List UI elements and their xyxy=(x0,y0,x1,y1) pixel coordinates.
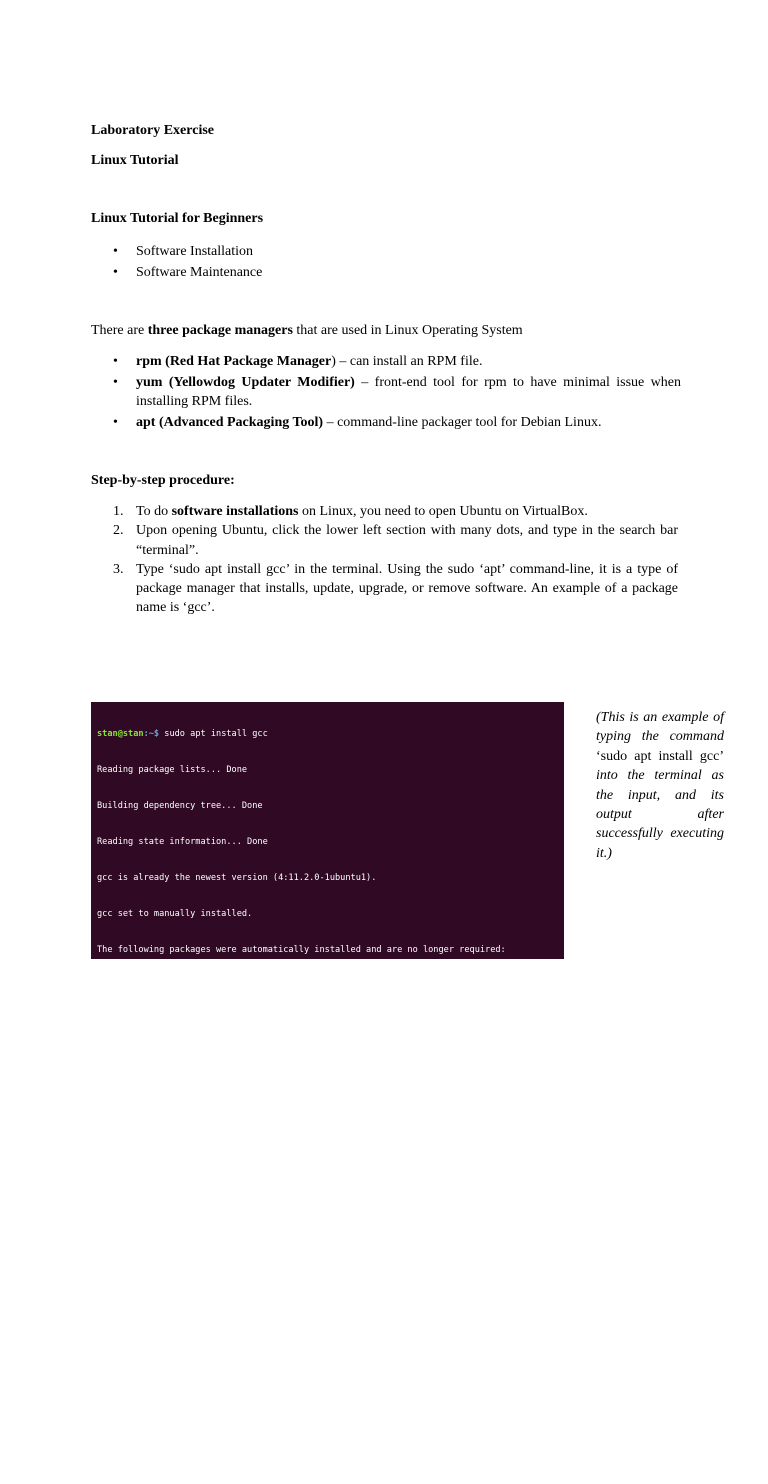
terminal-output-line: chromium-codecs-ffmpeg-extra gstreamer1.0-vaapi i965-va-driver xyxy=(97,981,429,991)
procedure-steps xyxy=(91,502,678,618)
step-bold-text: software installations xyxy=(171,504,299,519)
package-managers-list xyxy=(91,352,681,434)
terminal-output-line: The following packages were automatically installed and are no longer required: xyxy=(97,945,506,955)
step-text: Type ‘sudo apt install gcc’ in the terminal. Using the sudo ‘apt’ command-line, it is a type of package manager that installs, update, upgrade, or remove software. An example of a package name is ‘gcc’. xyxy=(136,561,678,616)
intro-text-end: that are used in Linux Operating System xyxy=(292,323,523,338)
terminal-output-line: Use 'sudo apt autoremove' to remove them. xyxy=(97,1413,310,1423)
intro-paragraph xyxy=(91,322,523,340)
terminal-screenshot xyxy=(91,702,564,1459)
terminal-output-line: Building dependency tree... Done xyxy=(97,801,263,811)
caption-text-end: into the terminal as the input, and its output after successfully executing it.) xyxy=(596,768,724,861)
list-item: • Software Maintenance xyxy=(91,263,681,282)
terminal-output-line: libva-drm2 libva-wayland2 libva-x11-2 libva2 libvdpau1 libvidstab1.1 xyxy=(97,1269,460,1279)
manager-desc: – command-line packager tool for Debian Linux. xyxy=(323,415,602,430)
intro-text: There are xyxy=(91,323,148,338)
terminal-output-line: Reading package lists... Done xyxy=(97,765,248,775)
caption-text: (This is an example of typing the command xyxy=(596,710,724,745)
terminal-output-line: libgstreamer-plugins-bad1.0-0 libigdgmm12 liblilv-0-0 libmfx1 libmysofa1 xyxy=(97,1125,480,1135)
terminal-prompt-line xyxy=(97,728,558,740)
terminal-output-line: gcc is already the newest version (4:11.2.0-1ubuntu1). xyxy=(97,873,377,883)
terminal-output-line: mesa-va-drivers mesa-vdpau-drivers pocketsphinx-en-us va-driver-all xyxy=(97,1341,454,1351)
section-heading: Linux Tutorial for Beginners xyxy=(91,211,264,226)
intro-bold-text: three package managers xyxy=(147,323,293,338)
list-item xyxy=(91,352,681,371)
terminal-output-line: gcc set to manually installed. xyxy=(97,909,253,919)
document-subtitle: Linux Tutorial xyxy=(91,153,179,168)
document-title: Laboratory Exercise xyxy=(91,123,214,138)
terminal-output-line: libsrt1.4-gnutls libssh-gcrypt-4 libswresample3 libswscale5 libudfread0 xyxy=(97,1233,475,1243)
step-number: 2. xyxy=(113,523,124,539)
terminal-output-line: vdpau-driver-all xyxy=(97,1377,191,1387)
terminal-output-line: 0 upgraded, 0 newly installed, 0 to remove and 1 not upgraded. xyxy=(97,1449,418,1459)
list-item xyxy=(91,413,681,432)
step-text: To do xyxy=(136,504,172,519)
terminal-output-line: libavutil56 libbdplus0 libblas3 libbluray2 libbs2b0 libchromaprint1 xyxy=(97,1053,454,1063)
step-text: Upon opening Ubuntu, click the lower left section with many dots, and type in the search bar “terminal”. xyxy=(136,523,678,558)
manager-desc: ) – can install an RPM file. xyxy=(331,354,483,369)
terminal-output-line: intel-media-va-driver libaacs0 libaom3 libass9 libavcodec58 libavformat58 xyxy=(97,1017,486,1027)
terminal-output-line: libcodec2-1.0 libdav1d5 libflite1 libgme0 libgsm1 xyxy=(97,1089,361,1099)
procedure-heading: Step-by-step procedure: xyxy=(91,473,235,488)
step-item xyxy=(91,502,678,521)
manager-desc: – front-end tool for rpm to have minimal issue when installing RPM files. xyxy=(136,375,681,409)
step-number: 3. xyxy=(113,561,124,577)
step-item xyxy=(91,521,678,560)
terminal-prompt-path: :~$ xyxy=(143,729,160,739)
terminal-output-line: libnorm1 libopenmpt0 libpgm-5.3-0 libpostproc55 librabbitmq4 librubberband2 xyxy=(97,1161,496,1171)
terminal-output-line: Reading state information... Done xyxy=(97,837,268,847)
manager-name: yum (Yellowdog Updater Modifier) xyxy=(136,375,355,390)
step-text-end: on Linux, you need to open Ubuntu on VirtualBox. xyxy=(298,504,588,519)
terminal-output-line: libx265-199 libxvidcore4 libzimg2 libzmq5 libzvbi-common libzvbi0 xyxy=(97,1305,444,1315)
step-number: 1. xyxy=(113,504,124,519)
manager-name: apt (Advanced Packaging Tool) xyxy=(136,415,324,430)
list-item xyxy=(91,373,681,411)
terminal-output-line: libserd-0-0 libshine3 libsnappy1v5 libsord-0-0 libsratom-0-0 xyxy=(97,1197,418,1207)
terminal-caption xyxy=(596,708,724,863)
caption-command: ‘sudo apt install gcc’ xyxy=(596,748,724,764)
step-item xyxy=(91,560,678,618)
terminal-command: sudo apt install gcc xyxy=(159,729,268,739)
list-item: • Software Installation xyxy=(91,242,681,261)
manager-name: rpm (Red Hat Package Manager xyxy=(136,354,332,369)
topics-list xyxy=(91,242,681,284)
terminal-prompt-user: stan@stan xyxy=(97,729,144,739)
